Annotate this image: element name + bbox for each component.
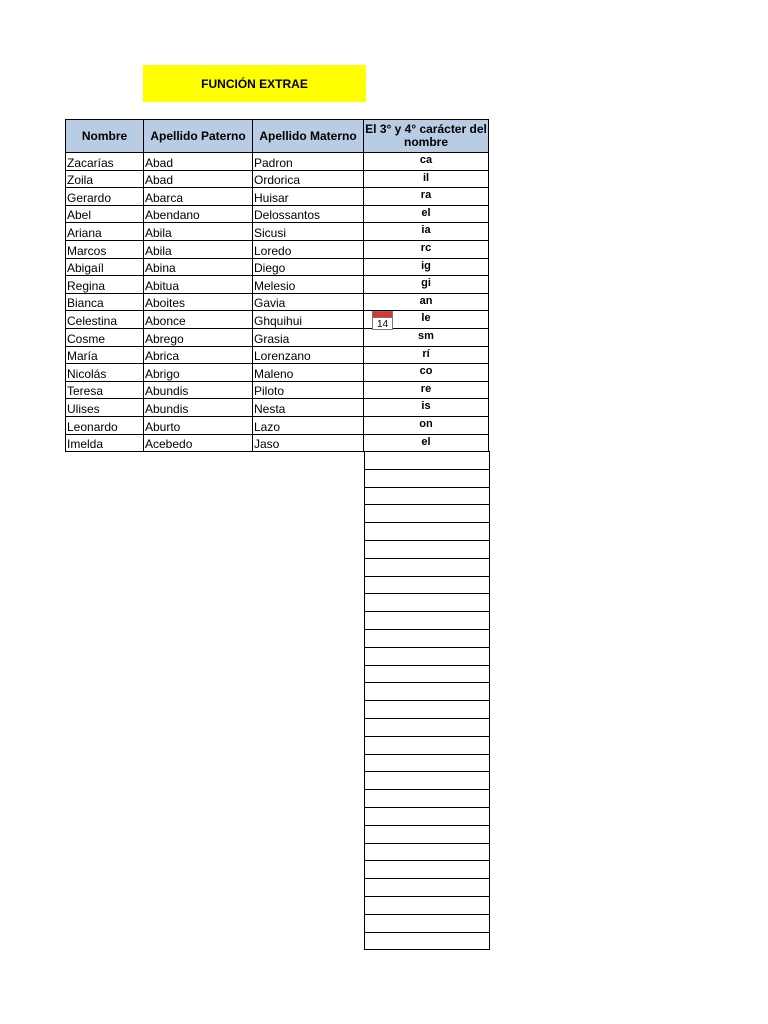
empty-cell[interactable] xyxy=(365,540,490,558)
empty-row xyxy=(365,523,490,541)
cell-nombre[interactable]: Ariana xyxy=(66,223,144,241)
empty-cell[interactable] xyxy=(365,861,490,879)
cell-apellido-paterno[interactable]: Abrego xyxy=(144,328,253,346)
cell-caracteres[interactable]: le xyxy=(364,311,489,329)
cell-nombre[interactable]: Celestina xyxy=(66,311,144,329)
cell-nombre[interactable]: Imelda xyxy=(66,434,144,452)
empty-cell[interactable] xyxy=(365,807,490,825)
cell-nombre[interactable]: Zacarías xyxy=(66,153,144,171)
table-row xyxy=(66,381,489,399)
cell-caracteres[interactable]: rí xyxy=(364,346,489,364)
cell-nombre[interactable]: Bianca xyxy=(66,293,144,311)
cell-apellido-paterno[interactable]: Abad xyxy=(144,153,253,171)
cell-apellido-paterno[interactable]: Abitua xyxy=(144,276,253,294)
empty-cell[interactable] xyxy=(365,576,490,594)
empty-row xyxy=(365,861,490,879)
cell-caracteres[interactable]: an xyxy=(364,293,489,311)
table-row xyxy=(66,276,489,294)
empty-row xyxy=(365,594,490,612)
empty-row xyxy=(365,665,490,683)
empty-row xyxy=(365,540,490,558)
empty-row xyxy=(365,647,490,665)
empty-row xyxy=(365,772,490,790)
cell-apellido-materno[interactable]: Piloto xyxy=(253,381,364,399)
cell-apellido-materno[interactable]: Jaso xyxy=(253,434,364,452)
empty-cell[interactable] xyxy=(365,879,490,897)
cell-apellido-materno[interactable]: Maleno xyxy=(253,364,364,382)
empty-row xyxy=(365,576,490,594)
cell-caracteres[interactable]: rc xyxy=(364,240,489,258)
cell-nombre[interactable]: Regina xyxy=(66,276,144,294)
cell-apellido-materno[interactable]: Ordorica xyxy=(253,170,364,188)
cell-apellido-materno[interactable]: Sicusi xyxy=(253,223,364,241)
cell-apellido-paterno[interactable]: Acebedo xyxy=(144,434,253,452)
cell-caracteres[interactable]: on xyxy=(364,416,489,434)
cell-apellido-paterno[interactable]: Abundis xyxy=(144,381,253,399)
cell-apellido-materno[interactable]: Huisar xyxy=(253,188,364,206)
empty-cell[interactable] xyxy=(365,647,490,665)
empty-row xyxy=(365,790,490,808)
empty-row xyxy=(365,683,490,701)
empty-cell[interactable] xyxy=(365,914,490,932)
cell-caracteres[interactable]: is xyxy=(364,399,489,417)
empty-cell[interactable] xyxy=(365,523,490,541)
empty-row xyxy=(365,487,490,505)
empty-row xyxy=(365,843,490,861)
table-row xyxy=(66,328,489,346)
empty-row xyxy=(365,754,490,772)
cell-apellido-paterno[interactable]: Abrica xyxy=(144,346,253,364)
cell-apellido-paterno[interactable]: Abila xyxy=(144,240,253,258)
cell-caracteres[interactable]: el xyxy=(364,205,489,223)
empty-cell[interactable] xyxy=(365,718,490,736)
empty-row xyxy=(365,807,490,825)
empty-cell[interactable] xyxy=(365,843,490,861)
cell-caracteres[interactable]: gi xyxy=(364,276,489,294)
empty-row xyxy=(365,469,490,487)
cell-apellido-paterno[interactable]: Abundis xyxy=(144,399,253,417)
empty-cell[interactable] xyxy=(365,629,490,647)
cell-apellido-paterno[interactable]: Abarca xyxy=(144,188,253,206)
header-caracteres[interactable]: El 3° y 4° carácter del nombre xyxy=(364,120,489,153)
cell-nombre[interactable]: Cosme xyxy=(66,328,144,346)
cell-apellido-materno[interactable]: Padron xyxy=(253,153,364,171)
calendar-icon[interactable] xyxy=(372,311,393,330)
cell-apellido-materno[interactable]: Grasia xyxy=(253,328,364,346)
header-apellido-paterno[interactable]: Apellido Paterno xyxy=(144,120,253,153)
cell-apellido-materno[interactable]: Nesta xyxy=(253,399,364,417)
empty-cell[interactable] xyxy=(365,896,490,914)
cell-caracteres[interactable]: ig xyxy=(364,258,489,276)
names-table xyxy=(65,119,489,452)
empty-cell[interactable] xyxy=(365,754,490,772)
calendar-icon-day: 14 xyxy=(376,319,389,330)
cell-apellido-paterno[interactable]: Abrigo xyxy=(144,364,253,382)
empty-row xyxy=(365,701,490,719)
cell-apellido-paterno[interactable]: Abonce xyxy=(144,311,253,329)
cell-caracteres[interactable]: sm xyxy=(364,328,489,346)
empty-row xyxy=(365,736,490,754)
empty-row xyxy=(365,718,490,736)
cell-apellido-materno[interactable]: Lorenzano xyxy=(253,346,364,364)
cell-nombre[interactable]: Ulises xyxy=(66,399,144,417)
empty-row xyxy=(365,914,490,932)
cell-nombre[interactable]: Nicolás xyxy=(66,364,144,382)
empty-row xyxy=(365,505,490,523)
cell-caracteres[interactable]: re xyxy=(364,381,489,399)
cell-apellido-materno[interactable]: Diego xyxy=(253,258,364,276)
cell-caracteres[interactable]: il xyxy=(364,170,489,188)
empty-cell[interactable] xyxy=(365,665,490,683)
cell-caracteres[interactable]: el xyxy=(364,434,489,452)
cell-apellido-paterno[interactable]: Abad xyxy=(144,170,253,188)
cell-nombre[interactable]: María xyxy=(66,346,144,364)
cell-nombre[interactable]: Abigaíl xyxy=(66,258,144,276)
empty-cell[interactable] xyxy=(365,487,490,505)
empty-cell[interactable] xyxy=(365,469,490,487)
table-row xyxy=(66,170,489,188)
empty-row xyxy=(365,452,490,470)
table-row xyxy=(66,223,489,241)
table-row xyxy=(66,153,489,171)
cell-apellido-materno[interactable]: Melesio xyxy=(253,276,364,294)
cell-nombre[interactable]: Leonardo xyxy=(66,416,144,434)
cell-apellido-paterno[interactable]: Aboites xyxy=(144,293,253,311)
cell-nombre[interactable]: Abel xyxy=(66,205,144,223)
cell-apellido-paterno[interactable]: Aburto xyxy=(144,416,253,434)
cell-nombre[interactable]: Zoila xyxy=(66,170,144,188)
cell-nombre[interactable]: Marcos xyxy=(66,240,144,258)
cell-apellido-materno[interactable]: Ghquihui xyxy=(253,311,364,329)
cell-apellido-materno[interactable]: Gavia xyxy=(253,293,364,311)
table-row xyxy=(66,205,489,223)
table-row xyxy=(66,346,489,364)
table-row xyxy=(66,364,489,382)
function-title: FUNCIÓN EXTRAE xyxy=(143,65,366,102)
table-row xyxy=(66,416,489,434)
empty-row xyxy=(365,825,490,843)
table-row xyxy=(66,311,489,329)
empty-cell[interactable] xyxy=(365,683,490,701)
cell-apellido-materno[interactable]: Loredo xyxy=(253,240,364,258)
empty-row xyxy=(365,932,490,950)
empty-cell[interactable] xyxy=(365,612,490,630)
cell-caracteres[interactable]: co xyxy=(364,364,489,382)
cell-apellido-paterno[interactable]: Abendano xyxy=(144,205,253,223)
cell-caracteres[interactable]: ra xyxy=(364,188,489,206)
cell-caracteres[interactable]: ia xyxy=(364,223,489,241)
empty-cell[interactable] xyxy=(365,452,490,470)
empty-cell[interactable] xyxy=(365,825,490,843)
empty-row xyxy=(365,612,490,630)
cell-nombre[interactable]: Gerardo xyxy=(66,188,144,206)
cell-apellido-paterno[interactable]: Abina xyxy=(144,258,253,276)
empty-cells-column xyxy=(364,451,490,950)
table-row xyxy=(66,434,489,452)
cell-caracteres[interactable]: ca xyxy=(364,153,489,171)
cell-apellido-paterno[interactable]: Abila xyxy=(144,223,253,241)
empty-cell[interactable] xyxy=(365,790,490,808)
table-row xyxy=(66,399,489,417)
header-apellido-materno[interactable]: Apellido Materno xyxy=(253,120,364,153)
table-row xyxy=(66,240,489,258)
empty-cell[interactable] xyxy=(365,505,490,523)
empty-cell[interactable] xyxy=(365,594,490,612)
empty-cell[interactable] xyxy=(365,772,490,790)
header-row xyxy=(66,120,489,153)
cell-apellido-materno[interactable]: Delossantos xyxy=(253,205,364,223)
empty-row xyxy=(365,879,490,897)
cell-apellido-materno[interactable]: Lazo xyxy=(253,416,364,434)
empty-cell[interactable] xyxy=(365,932,490,950)
table-row xyxy=(66,293,489,311)
empty-cell[interactable] xyxy=(365,736,490,754)
header-nombre[interactable]: Nombre xyxy=(66,120,144,153)
table-row xyxy=(66,188,489,206)
empty-row xyxy=(365,558,490,576)
empty-cell[interactable] xyxy=(365,701,490,719)
table-row xyxy=(66,258,489,276)
empty-row xyxy=(365,896,490,914)
empty-cell[interactable] xyxy=(365,558,490,576)
cell-nombre[interactable]: Teresa xyxy=(66,381,144,399)
empty-row xyxy=(365,629,490,647)
